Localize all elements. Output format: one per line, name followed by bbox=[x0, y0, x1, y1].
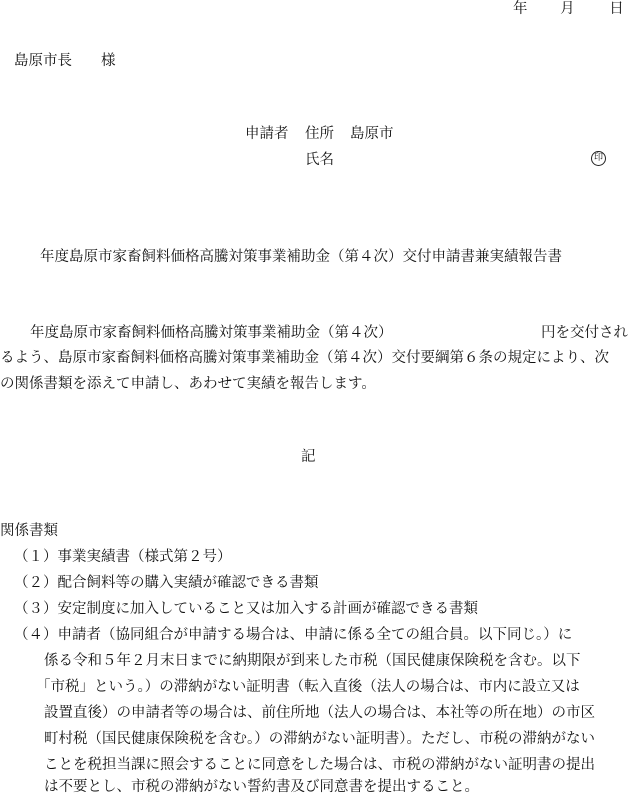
list-item-3: （３）安定制度に加入していること又は加入する計画が確認できる書類 bbox=[14, 601, 478, 617]
date-month: 月 bbox=[560, 1, 575, 17]
list-item-4-line-2: 係る令和５年２月末日までに納期限が到来した市税（国民健康保険税を含む。以下 bbox=[44, 653, 581, 669]
document-title: 年度島原市家畜飼料価格高騰対策事業補助金（第４次）交付申請書兼実績報告書 bbox=[40, 249, 562, 265]
list-item-4-line-4: 設置直後）の申請者等の場合は、前住所地（法人の場合は、本社等の所在地）の市区 bbox=[44, 705, 595, 721]
address-label: 住所 bbox=[305, 126, 334, 142]
list-item-4-line-5: 町村税（国民健康保険税を含む。）の滞納がない証明書）。ただし、市税の滞納がない bbox=[44, 731, 595, 747]
body-line-1b: 円を交付され bbox=[541, 325, 628, 341]
addressee: 島原市長 様 bbox=[14, 53, 116, 69]
section-heading: 関係書類 bbox=[0, 523, 58, 539]
date-year: 年 bbox=[513, 1, 528, 17]
list-item-4-line-6: ことを税担当課に照会することに同意をした場合は、市税の滞納がない証明書の提出 bbox=[44, 757, 595, 773]
date-line bbox=[513, 0, 624, 18]
list-item-4: （４）申請者（協同組合が申請する場合は、申請に係る全ての組合員。以下同じ。）に bbox=[14, 627, 573, 643]
ki-mark: 記 bbox=[301, 449, 316, 465]
body-line-1a: 年度島原市家畜飼料価格高騰対策事業補助金（第４次） bbox=[30, 325, 393, 341]
body-line-3: の関係書類を添えて申請し、あわせて実績を報告します。 bbox=[0, 376, 376, 392]
applicant-label: 申請者 bbox=[245, 126, 289, 142]
date-day: 日 bbox=[609, 1, 624, 17]
list-item-1: （１）事業実績書（様式第２号） bbox=[14, 549, 232, 565]
list-item-4-line-3: 「市税」という。）の滞納がない証明書（転入直後（法人の場合は、市内に設立又は bbox=[36, 679, 580, 695]
seal-icon: 印 bbox=[591, 151, 606, 166]
seal-mark bbox=[591, 148, 606, 166]
address-value: 島原市 bbox=[350, 126, 394, 142]
list-item-2: （２）配合飼料等の購入実績が確認できる書類 bbox=[14, 575, 319, 591]
list-item-4-line-7: は不要とし、市税の滞納がない誓約書及び同意書を提出すること。 bbox=[44, 779, 479, 795]
body-line-2: るよう、島原市家畜飼料価格高騰対策事業補助金（第４次）交付要綱第６条の規定により、次 bbox=[0, 350, 609, 366]
name-label: 氏名 bbox=[305, 152, 334, 168]
